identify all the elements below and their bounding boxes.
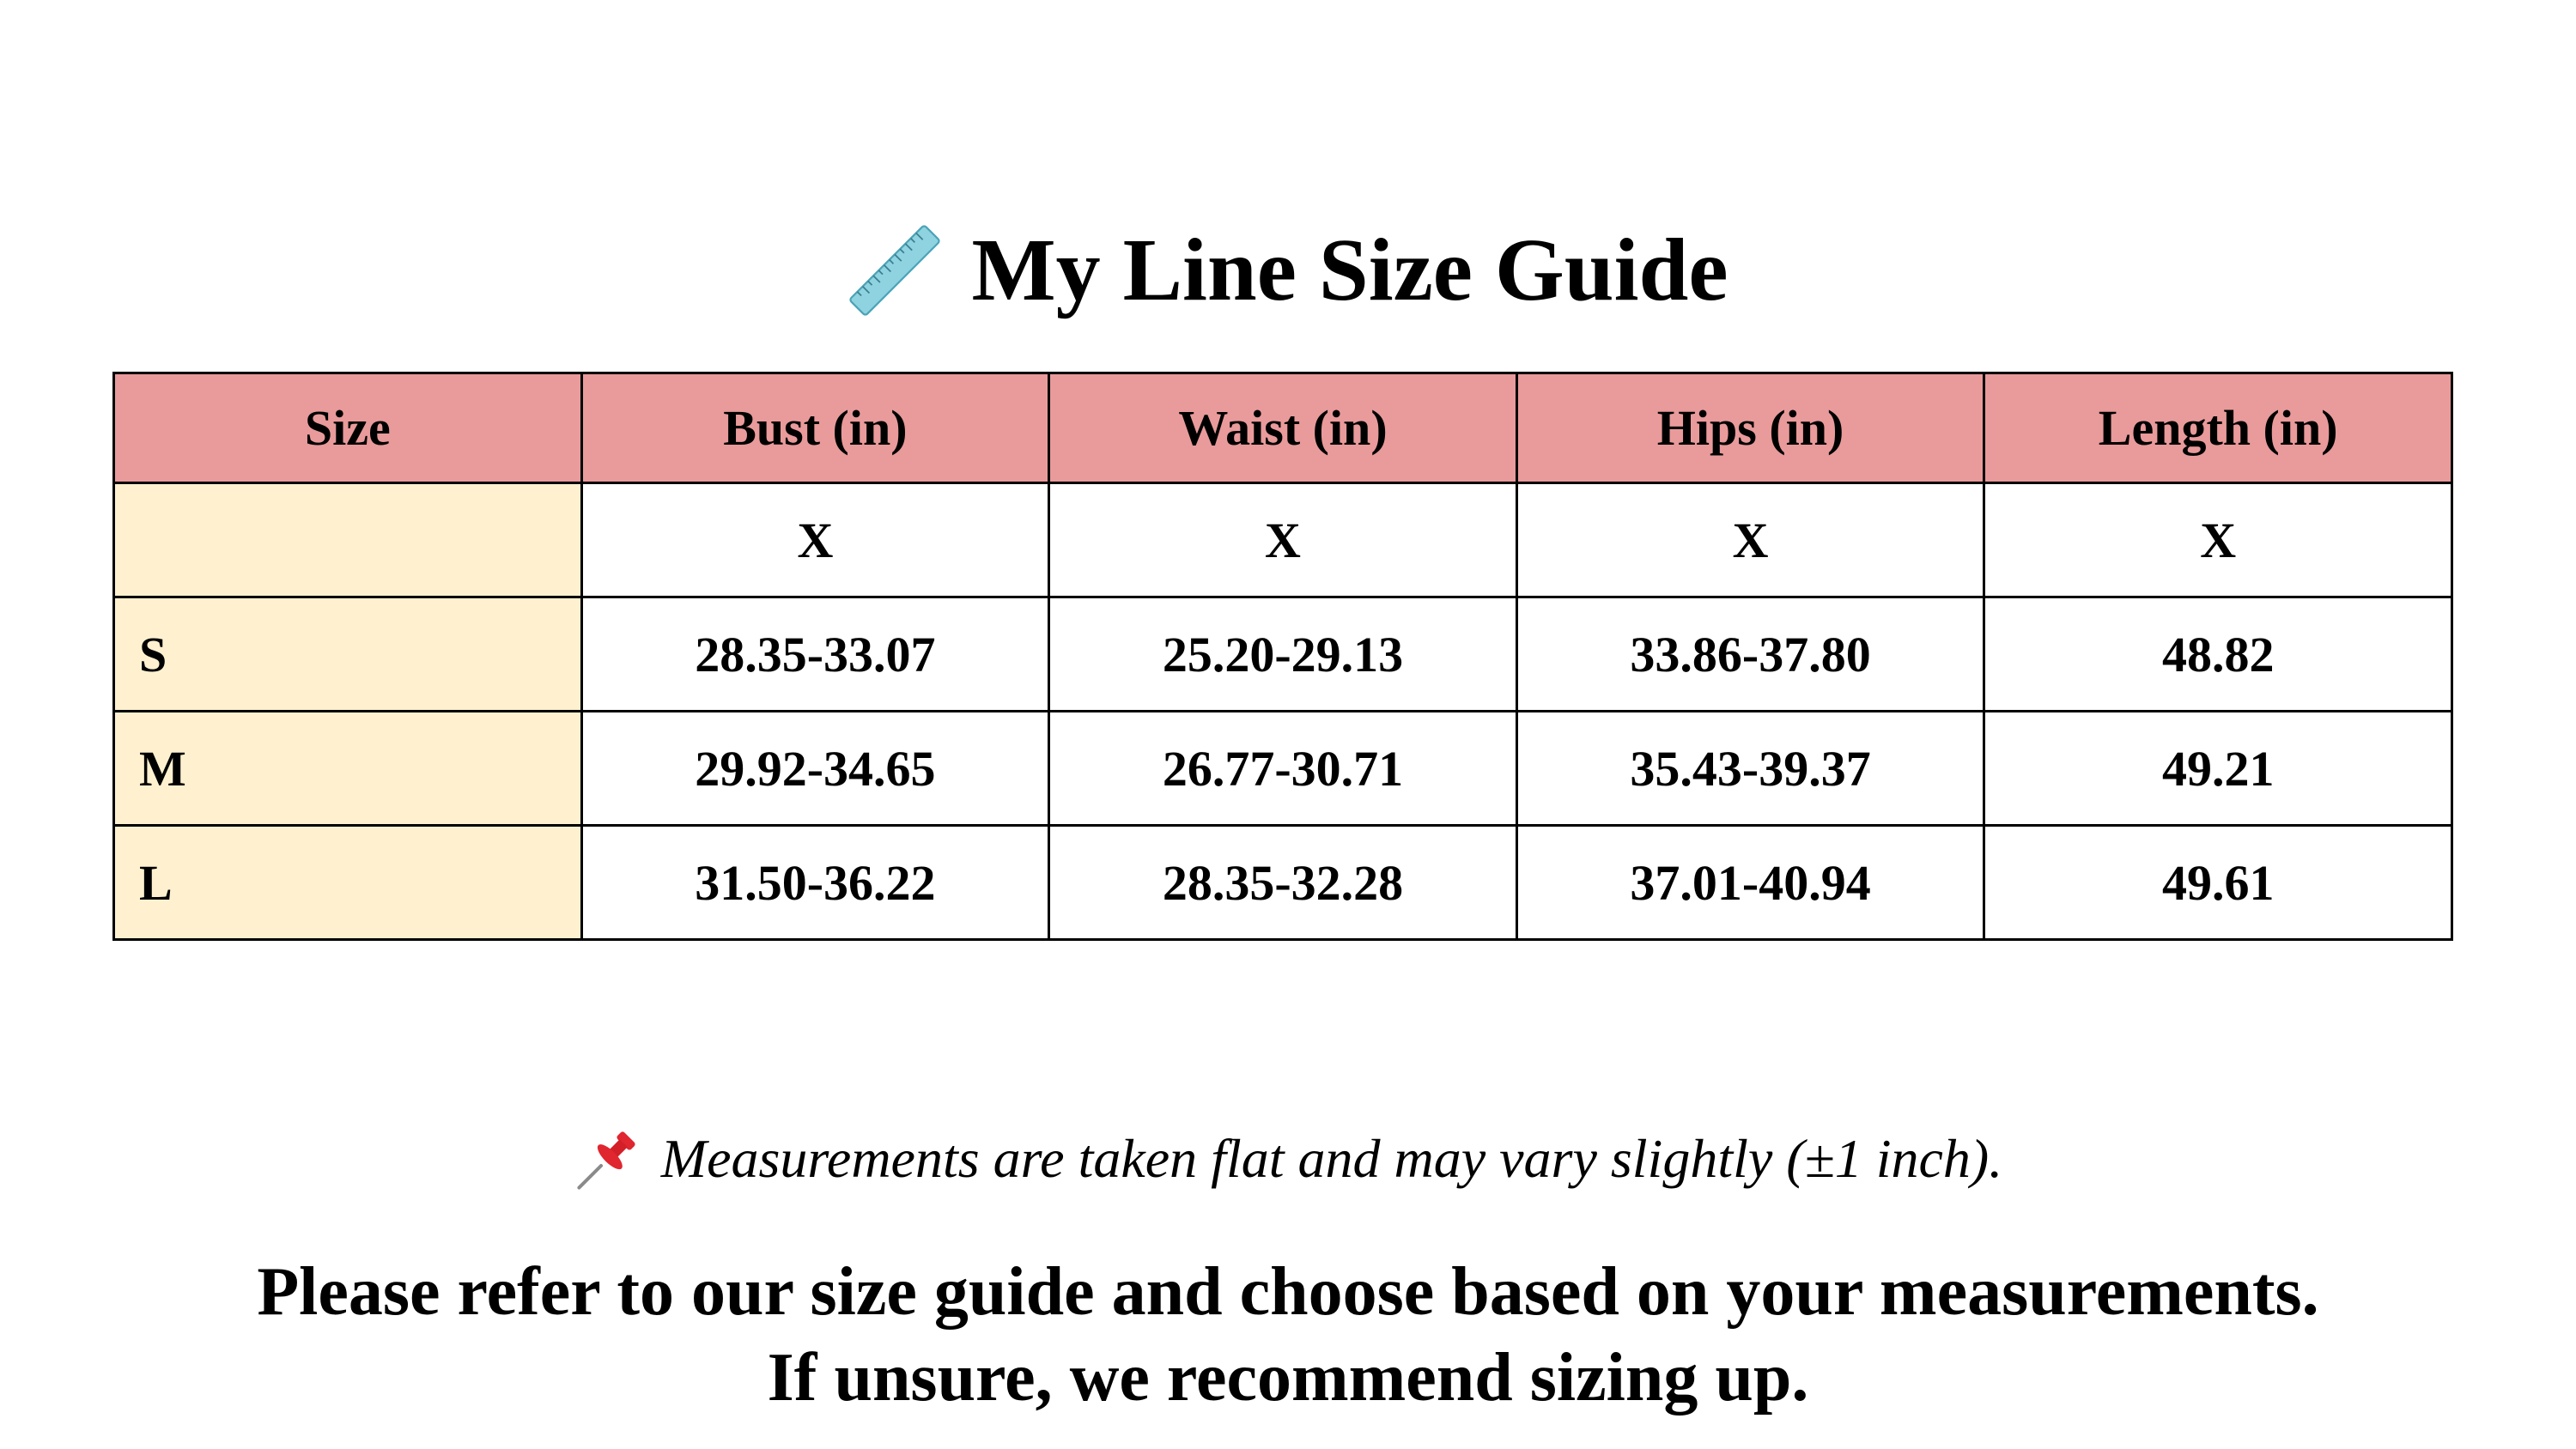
length-cell: 48.82 xyxy=(1984,597,2452,712)
table-row xyxy=(114,483,2452,597)
waist-cell: 25.20-29.13 xyxy=(1049,597,1517,712)
bust-cell: X xyxy=(581,483,1049,597)
size-chart-table xyxy=(112,372,2453,941)
size-cell: M xyxy=(114,712,582,826)
length-cell: 49.21 xyxy=(1984,712,2452,826)
waist-cell: 26.77-30.71 xyxy=(1049,712,1517,826)
header-length: Length (in) xyxy=(1984,373,2452,483)
page-title-row xyxy=(0,206,2576,335)
header-hips: Hips (in) xyxy=(1516,373,1984,483)
bust-cell: 29.92-34.65 xyxy=(581,712,1049,826)
length-cell: 49.61 xyxy=(1984,826,2452,940)
bust-cell: 28.35-33.07 xyxy=(581,597,1049,712)
length-cell: X xyxy=(1984,483,2452,597)
note-text: Measurements are taken flat and may vary slightly (±1 inch). xyxy=(660,1128,2003,1189)
size-cell xyxy=(114,483,582,597)
measurement-note xyxy=(0,1120,2576,1197)
waist-cell: X xyxy=(1049,483,1517,597)
size-cell: L xyxy=(114,826,582,940)
table-row xyxy=(114,712,2452,826)
bust-cell: 31.50-36.22 xyxy=(581,826,1049,940)
header-waist: Waist (in) xyxy=(1049,373,1517,483)
size-cell: S xyxy=(114,597,582,712)
pushpin-icon xyxy=(574,1125,642,1193)
closing-message xyxy=(0,1249,2576,1421)
ruler-icon xyxy=(848,223,942,318)
closing-line-1: Please refer to our size guide and choose based on your measurements. xyxy=(257,1254,2319,1330)
hips-cell: 33.86-37.80 xyxy=(1516,597,1984,712)
table-header-row xyxy=(114,373,2452,483)
closing-line-2: If unsure, we recommend sizing up. xyxy=(767,1340,1809,1416)
page-title: My Line Size Guide xyxy=(971,221,1728,319)
hips-cell: 35.43-39.37 xyxy=(1516,712,1984,826)
table-row xyxy=(114,826,2452,940)
header-bust: Bust (in) xyxy=(581,373,1049,483)
hips-cell: X xyxy=(1516,483,1984,597)
hips-cell: 37.01-40.94 xyxy=(1516,826,1984,940)
table-row xyxy=(114,597,2452,712)
header-size: Size xyxy=(114,373,582,483)
waist-cell: 28.35-32.28 xyxy=(1049,826,1517,940)
